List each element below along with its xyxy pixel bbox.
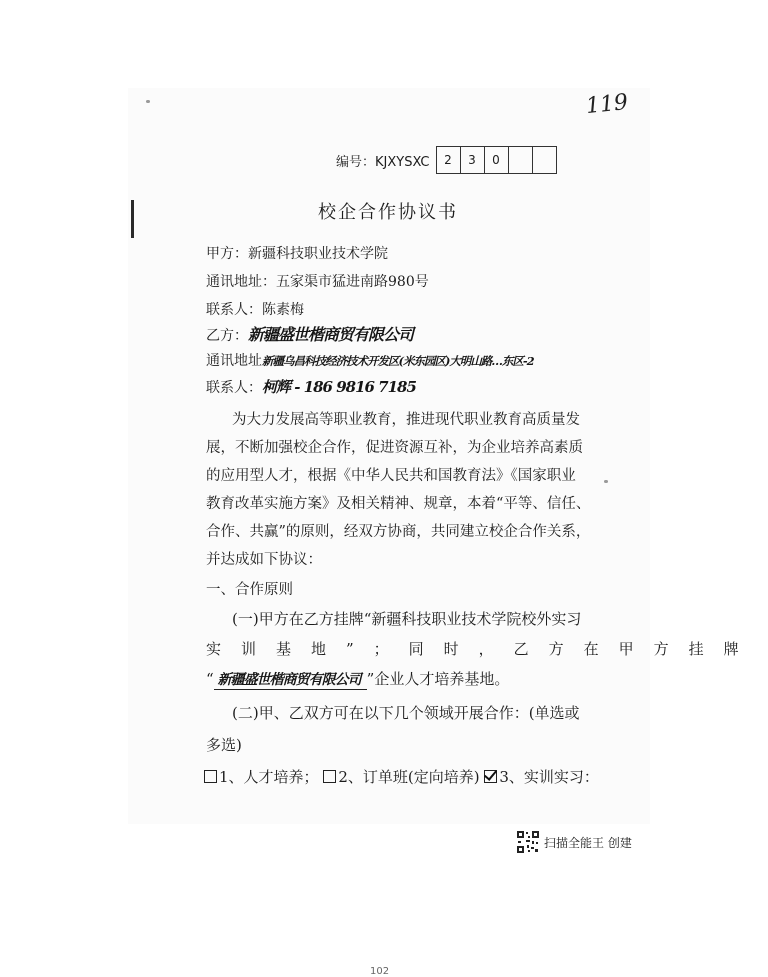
checkbox-empty-icon xyxy=(323,770,336,783)
open-quote: “ xyxy=(206,670,214,688)
party-b-contact-row xyxy=(206,376,416,397)
checkbox-checked-icon xyxy=(484,770,497,783)
checkbox-empty-icon xyxy=(204,770,217,783)
clause-1-line-1: (一)甲方在乙方挂牌“新疆科技职业技术学院校外实习 xyxy=(232,610,582,628)
party-b-address-handwritten: 新疆乌昌科技经济技术开发区(米东园区)大明山路…东区-2 xyxy=(262,354,534,368)
serial-digit: 0 xyxy=(485,147,509,173)
serial-digit xyxy=(509,147,533,173)
clause-1-handwritten-company: 新疆盛世楷商贸有限公司 xyxy=(214,669,367,690)
section-heading: 一、合作原则 xyxy=(206,582,293,598)
clause-2-line-2: 多选) xyxy=(206,736,242,754)
party-b-name-handwritten: 新疆盛世楷商贸有限公司 xyxy=(248,325,414,344)
body-paragraph-line: 为大力发展高等职业教育，推进现代职业教育高质量发 xyxy=(232,412,580,428)
document-title: 校企合作协议书 xyxy=(318,202,458,223)
serial-number xyxy=(336,146,557,174)
page-number: 102 xyxy=(370,966,390,977)
scan-edge-mark xyxy=(131,200,134,238)
serial-label: 编号：KJXYSXC xyxy=(336,154,430,170)
clause-2-line-1: (二)甲、乙双方可在以下几个领域开展合作：(单选或 xyxy=(232,704,580,722)
scanner-text: 扫描全能王 创建 xyxy=(544,835,632,850)
clause-1-line-2: 实训基地”；同时，乙方在甲方挂牌 xyxy=(206,640,759,658)
party-b-contact-label: 联系人： xyxy=(206,380,262,396)
clause-1-tail: ”企业人才培养基地。 xyxy=(366,670,510,688)
party-b-name-row xyxy=(206,322,413,345)
party-b-address-label: 通讯地址 xyxy=(206,353,262,369)
serial-boxes xyxy=(436,146,557,174)
body-paragraph-line: 的应用型人才，根据《中华人民共和国教育法》《国家职业 xyxy=(206,468,576,484)
serial-digit: 3 xyxy=(461,147,485,173)
party-b-address-row xyxy=(206,350,534,370)
body-paragraph-line: 教育改革实施方案》及相关精神、规章，本着“平等、信任、 xyxy=(206,496,591,512)
qr-code-icon xyxy=(516,830,540,854)
party-b-name-label: 乙方： xyxy=(206,328,248,344)
serial-digit: 2 xyxy=(437,147,461,173)
body-paragraph-line: 展，不断加强校企合作，促进资源互补，为企业培养高素质 xyxy=(206,440,583,456)
party-b-contact-handwritten: 柯辉 - 186 9816 7185 xyxy=(262,378,416,396)
option-order-class: 2、订单班(定向培养) xyxy=(323,768,479,786)
serial-digit xyxy=(533,147,556,173)
option-talent-training: 1、人才培养； xyxy=(204,768,319,786)
party-a-contact: 联系人：陈素梅 xyxy=(206,302,304,318)
cooperation-options xyxy=(204,766,599,787)
scan-speck xyxy=(146,100,150,103)
clause-1-line-3 xyxy=(206,668,509,690)
option-internship: 3、实训实习： xyxy=(484,768,599,786)
body-paragraph-line: 合作、共赢”的原则，经双方协商，共同建立校企合作关系， xyxy=(206,524,591,540)
handwritten-page-number: 119 xyxy=(584,89,630,120)
party-a-name: 甲方：新疆科技职业技术学院 xyxy=(206,246,388,262)
party-a-address: 通讯地址：五家渠市猛进南路980号 xyxy=(206,274,429,290)
scan-speck xyxy=(604,480,608,483)
scanner-watermark xyxy=(516,830,632,854)
body-paragraph-line: 并达成如下协议： xyxy=(206,552,322,568)
